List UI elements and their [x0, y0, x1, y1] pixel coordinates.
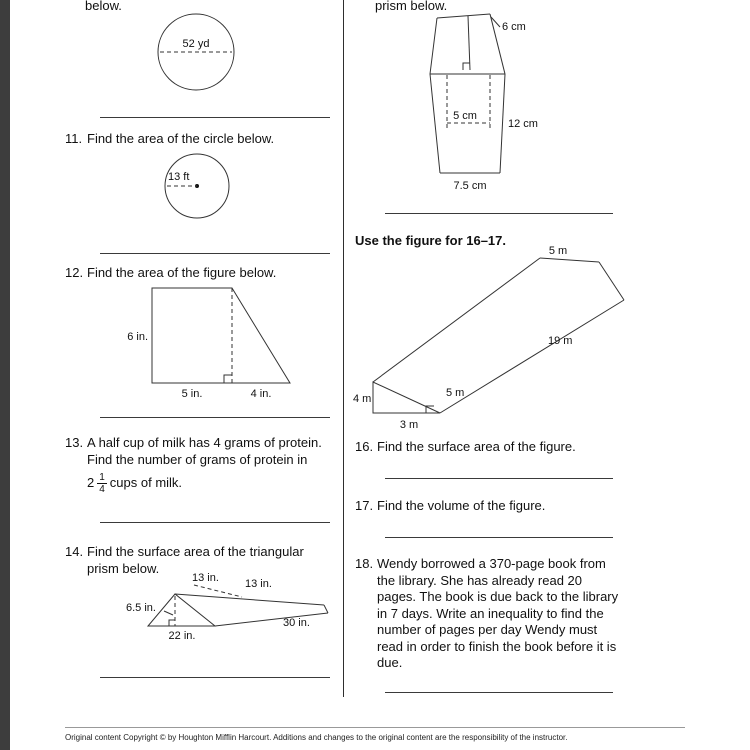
lower-right-edge: [500, 74, 505, 173]
lower-left-edge: [430, 74, 440, 173]
depth-label: 6 cm: [502, 21, 526, 33]
problem-text-line3: cups of milk.: [109, 475, 183, 491]
upper-left-edge: [430, 18, 437, 74]
height-label: 4 m: [353, 393, 372, 405]
whole-number: 2: [87, 475, 95, 491]
trapezoid-figure: [128, 279, 333, 401]
bottom-long-edge: [215, 613, 328, 626]
base1-label: 5 in.: [181, 388, 203, 400]
base-label: 22 in.: [168, 630, 196, 642]
problem-text: [87, 435, 322, 495]
hypotenuse-label: 5 m: [446, 387, 465, 399]
problem-number: 17.: [355, 498, 374, 513]
length-label: 19 m: [548, 335, 573, 347]
right-angle-mark: [169, 620, 175, 626]
top-side-label: 13 in.: [192, 572, 219, 584]
problem-text: Find the surface area of the figure.: [377, 439, 576, 454]
vertical-prism-figure: [418, 8, 633, 203]
problem-17: [355, 498, 545, 515]
answer-line: [100, 417, 330, 418]
page-left-edge: [0, 0, 10, 750]
end-face-triangle: [373, 382, 440, 413]
long-prism-figure: [352, 244, 652, 439]
top-long-edge: [373, 258, 540, 382]
diameter-label: 52 yd: [182, 38, 210, 50]
trapezoid-outline: [152, 288, 290, 383]
problem-number: 13.: [65, 435, 84, 450]
answer-line: [100, 253, 330, 254]
problem-16: [355, 439, 576, 456]
top-edge: [437, 14, 490, 18]
problem-number: 12.: [65, 265, 84, 280]
answer-line: [100, 677, 330, 678]
triangular-prism-figure: [122, 568, 350, 648]
problem-text: Wendy borrowed a 370-page book from the library. She has already read 20 pages. The book is due back to the library in 7 days. Write an inequality to find the number of pages per day Wendy must read in order to finish the book before it is due.: [377, 556, 619, 670]
circle-figure-13ft: [160, 150, 236, 226]
answer-line: [385, 213, 613, 214]
height-label: 12 cm: [508, 118, 538, 130]
problem-text: Find the volume of the figure.: [377, 498, 546, 513]
far-right-edge: [599, 262, 624, 300]
far-top-edge: [540, 258, 599, 262]
right-angle-mark: [463, 63, 470, 70]
fraction: [97, 472, 107, 495]
inner-vertical-edge: [468, 16, 470, 70]
right-side-label: 13 in.: [245, 578, 272, 590]
length-label: 30 in.: [283, 617, 310, 629]
problem-text-line2: prism below.: [87, 560, 160, 576]
radius-label: 13 ft: [168, 171, 190, 183]
problem-text: Find the area of the figure below.: [87, 265, 277, 280]
problem-text: Find the area of the circle below.: [87, 131, 275, 146]
problem-text-line1: Find the surface area of the triangular: [87, 544, 304, 559]
problem-text-line2: Find the number of grams of protein in: [87, 451, 308, 467]
problem-18: [355, 556, 623, 672]
answer-line: [100, 522, 330, 523]
answer-line: [385, 478, 613, 479]
use-figure-note: Use the figure for 16–17.: [355, 233, 506, 248]
problem-number: 14.: [65, 544, 84, 559]
mixed-number-line: [87, 472, 322, 495]
problem-10-partial-text: below.: [85, 0, 122, 13]
problem-15-partial-text: prism below.: [375, 0, 448, 13]
footer-divider: [65, 727, 685, 728]
front-triangle: [148, 594, 215, 626]
answer-line: [385, 537, 613, 538]
fraction-denominator: 4: [99, 484, 105, 495]
back-edge: [324, 605, 328, 613]
hidden-edge-dashed-line: [194, 585, 242, 597]
problem-number: 18.: [355, 556, 374, 571]
problem-13: [65, 435, 322, 495]
problem-text-line1: A half cup of milk has 4 grams of protein.: [87, 435, 322, 450]
copyright-text: Original content Copyright © by Houghton Mifflin Harcourt. Additions and changes to the original content are the responsibility of the instructor.: [65, 733, 568, 742]
height-label: 6 in.: [127, 331, 148, 343]
far-edge-label: 5 m: [548, 245, 568, 257]
base-label: 3 m: [399, 419, 419, 431]
base-label: 7.5 cm: [453, 180, 487, 192]
top-long-edge: [175, 594, 324, 605]
problem-number: 11.: [65, 131, 83, 146]
fraction-numerator: 1: [99, 472, 105, 483]
problem-11: [65, 131, 274, 148]
leader-line: [164, 611, 173, 615]
circle-figure-52yd: [154, 10, 238, 94]
right-angle-mark: [224, 375, 232, 383]
answer-line: [385, 692, 613, 693]
height-label: 6.5 in.: [126, 602, 156, 614]
bottom-long-edge: [440, 300, 624, 413]
base2-label: 4 in.: [250, 388, 272, 400]
problem-number: 16.: [355, 439, 374, 454]
answer-line: [100, 117, 330, 118]
inner-width-label: 5 cm: [453, 110, 477, 122]
